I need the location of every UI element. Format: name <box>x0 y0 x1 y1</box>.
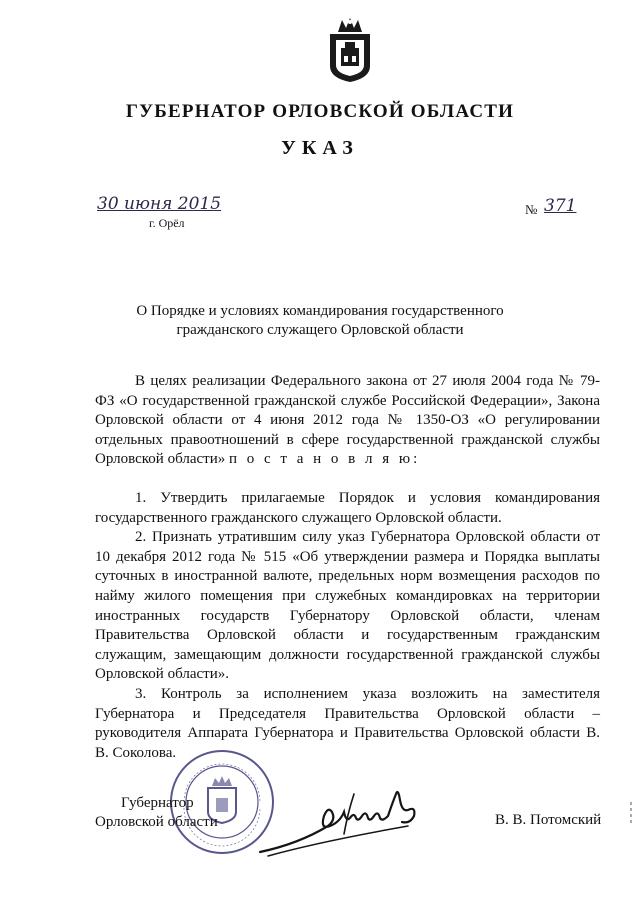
item-1: 1. Утвердить прилагаемые Порядок и условия командирования государственного гражданского служащего Орловской области. <box>95 489 600 526</box>
subject-line-1: О Порядке и условиях командирования государственного <box>136 303 504 319</box>
governor-heading: ГУБЕРНАТОР ОРЛОВСКОЙ ОБЛАСТИ <box>125 101 515 122</box>
preamble-decree-word: п о с т а н о в л я ю: <box>228 451 421 468</box>
item-2: 2. Признать утратившим силу указ Губернатора Орловской области от 10 декабря 2012 года № 515 «Об утверждении размера и Порядка выплаты суточных в иностранной валюте, предельных норм возмещения расходов по найму жилого помещения при служебных командировках на территории иностранных государств Губернатору Орловской области, членам Правительства Орловской области и государственным гражданским служащим, замещающим должности государственной гражданской службы Орловской области». <box>95 529 600 683</box>
decree-body <box>95 372 600 763</box>
decree-number: 371 <box>544 196 577 216</box>
subject-line-2: гражданского служащего Орловской области <box>176 322 464 338</box>
decree-city: г. Орёл <box>149 216 185 230</box>
margin-mark-icon <box>626 800 636 830</box>
preamble-paragraph <box>95 372 600 470</box>
decree-number-label: № <box>525 202 538 217</box>
preamble-text: В целях реализации Федерального закона от 27 июля 2004 года № 79-ФЗ «О государственной гражданской службе Российской Федерации», Закона Орловской области от 4 июня 2012 года № 1350-ОЗ «О регулировании отдельных правоотношений в сфере государственной гражданской службы Орловской области» <box>95 373 600 468</box>
decree-heading: УКАЗ <box>281 137 359 159</box>
signatory-name: В. В. Потомский <box>495 812 602 828</box>
signatory-title <box>95 794 218 832</box>
coat-of-arms-icon <box>326 18 374 84</box>
item-3: 3. Контроль за исполнением указа возложить на заместителя Губернатора и Председателя Правительства Орловской области – руководителя Аппарата Губернатора и Правительства Орловской области В. В. Соколова. <box>95 685 600 761</box>
handwritten-signature-icon <box>258 782 448 862</box>
signatory-title-line-2: Орловской области <box>95 814 218 830</box>
decree-subject <box>0 302 640 340</box>
signatory-title-line-1: Губернатор <box>121 795 194 811</box>
decree-date: 30 июня 2015 <box>97 194 222 214</box>
